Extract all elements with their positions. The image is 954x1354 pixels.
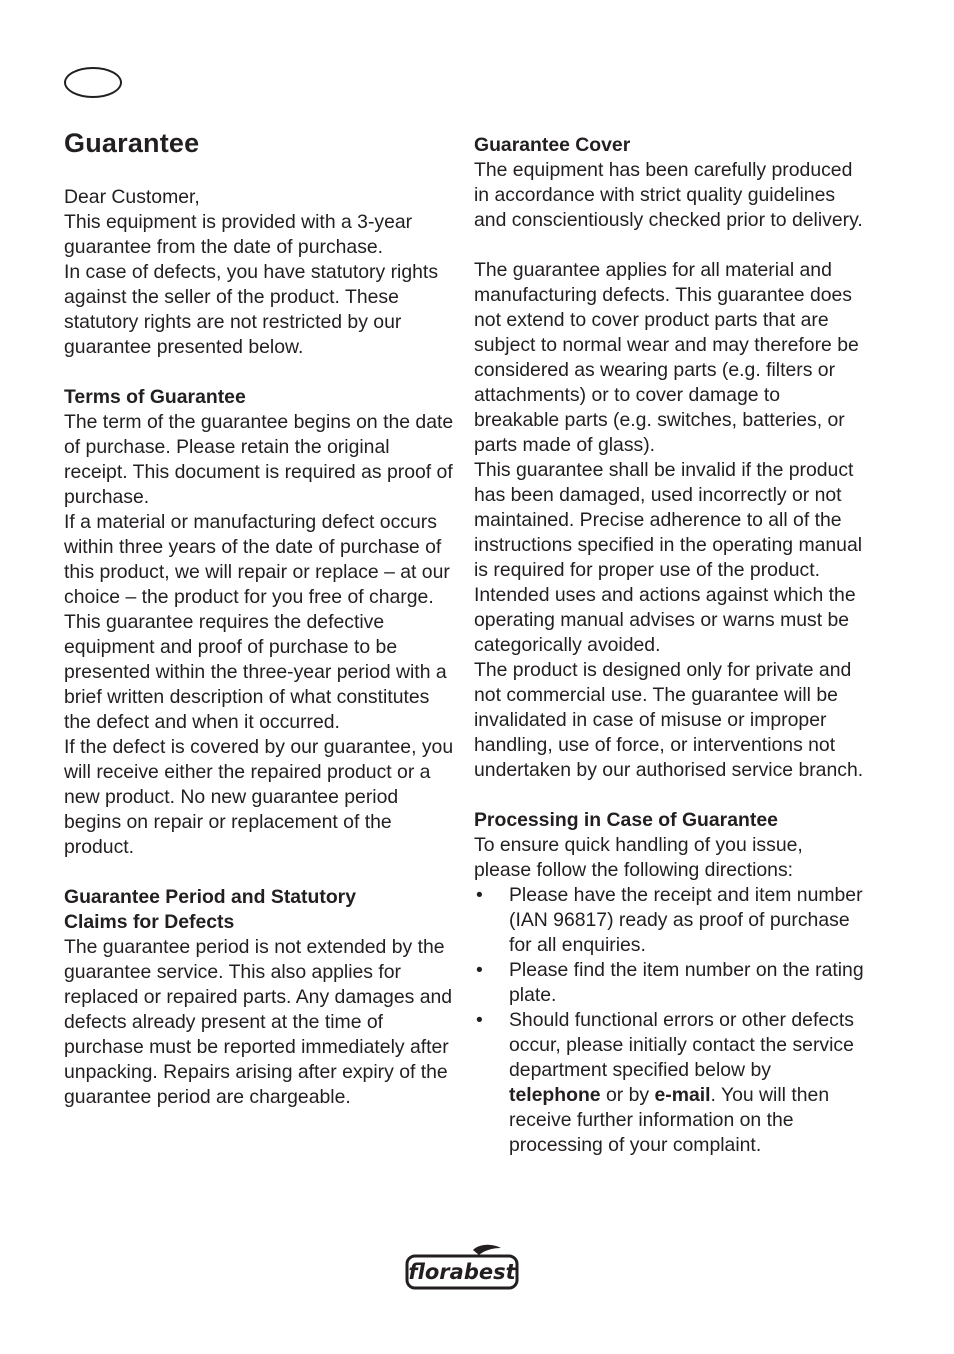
bullet-icon: •	[476, 959, 483, 981]
left-column	[64, 125, 454, 1110]
terms-paragraph: The term of the guarantee begins on the date of purchase. Please retain the original receipt. This document is required as proof of purchase.	[64, 411, 454, 508]
telephone-term: telephone	[509, 1084, 601, 1106]
period-heading-line2: Claims for Defects	[64, 911, 235, 933]
processing-intro: To ensure quick handling of you issue, please follow the following directions:	[474, 834, 803, 881]
list-item-text	[509, 1009, 854, 1156]
florabest-logo	[405, 1244, 519, 1290]
right-column	[474, 133, 864, 1158]
period-heading	[64, 885, 454, 935]
terms-heading: Terms of Guarantee	[64, 386, 246, 408]
bullet-icon: •	[476, 884, 483, 906]
list-item	[474, 883, 864, 958]
item3-or: or by	[600, 1084, 655, 1106]
cover-paragraph-3: This guarantee shall be invalid if the product has been damaged, used incorrectly or not maintained. Precise adherence to all of the instructions specified in the operating manual is required for proper use of the product. Intended uses and actions against which the operating manual advises or warns must be categorically avoided.	[474, 459, 863, 656]
intro-paragraph: This equipment is provided with a 3-year guarantee from the date of purchase.	[64, 211, 413, 258]
period-heading-line1: Guarantee Period and Statutory	[64, 886, 356, 908]
defect-paragraph: If a material or manufacturing defect occurs within three years of the date of purchase of this product, we will repair or replace – at our choice – the product for you free of charge. This guarantee requires the defective equipment and proof of purchase to be presented within the three-year period with a brief written description of what constitutes the defect and when it occurred.	[64, 511, 450, 733]
list-item	[474, 958, 864, 1008]
item3-text-end: . You will then receive further information on the processing of your complaint.	[509, 1084, 830, 1156]
cover-paragraph-4: The product is designed only for private and not commercial use. The guarantee will be invalidated in case of misuse or improper handling, use of force, or interventions not undertaken by our authorised service branch.	[474, 659, 864, 781]
statutory-rights-paragraph: In case of defects, you have statutory rights against the seller of the product. These statutory rights are not restricted by our guarantee presented below.	[64, 261, 439, 358]
period-paragraph: The guarantee period is not extended by the guarantee service. This also applies for replaced or repaired parts. Any damages and defects already present at the time of purchase must be reported immediately after unpacking. Repairs arising after expiry of the guarantee period are chargeable.	[64, 936, 453, 1108]
bullet-icon: •	[476, 1009, 483, 1031]
language-oval	[64, 67, 122, 98]
salutation: Dear Customer,	[64, 186, 200, 208]
item3-text-start: Should functional errors or other defects occur, please initially contact the service department specified below by	[509, 1009, 854, 1081]
processing-list	[474, 883, 864, 1158]
list-item-text: Please find the item number on the rating plate.	[509, 959, 864, 1006]
cover-paragraph-2: The guarantee applies for all material and manufacturing defects. This guarantee does not extend to cover product parts that are subject to normal wear and may therefore be considered as wearing parts (e.g. filters or attachments) or to cover damage to breakable parts (e.g. switches, batteries, or parts made of glass).	[474, 259, 859, 456]
cover-heading: Guarantee Cover	[474, 134, 631, 156]
cover-paragraph-1: The equipment has been carefully produced in accordance with strict quality guidelines and conscientiously checked prior to delivery.	[474, 159, 863, 231]
email-term: e-mail	[654, 1084, 711, 1106]
list-item-text: Please have the receipt and item number (IAN 96817) ready as proof of purchase for all enquiries.	[509, 884, 863, 956]
florabest-logo-icon	[405, 1244, 519, 1290]
coverage-paragraph: If the defect is covered by our guarantee, you will receive either the repaired product or a new product. No new guarantee period begins on repair or replacement of the product.	[64, 736, 454, 858]
logo-text: florabest	[408, 1260, 516, 1284]
page-title: Guarantee	[64, 128, 200, 158]
list-item	[474, 1008, 864, 1158]
processing-heading: Processing in Case of Guarantee	[474, 809, 778, 831]
